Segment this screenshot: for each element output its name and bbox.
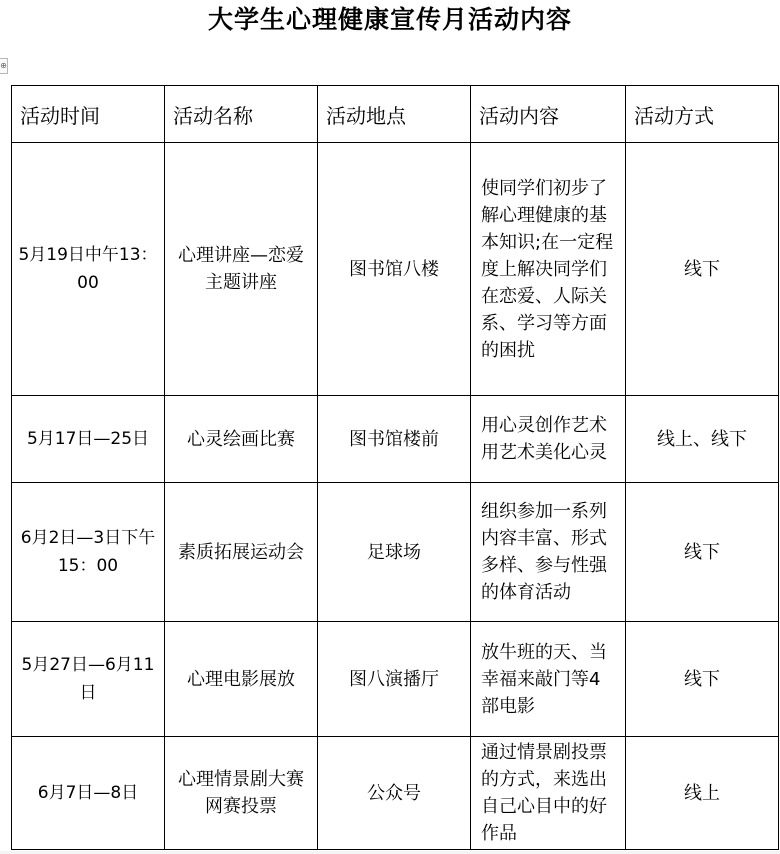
cell-place xyxy=(318,622,471,737)
cell-mode-text: 线下 xyxy=(684,668,720,690)
cell-mode xyxy=(626,396,779,483)
cell-mode-text: 线上、线下 xyxy=(657,428,747,450)
cell-content xyxy=(471,143,626,396)
table-row xyxy=(12,737,779,850)
cell-time-text: 6月7日—8日 xyxy=(37,783,139,803)
cell-name xyxy=(165,143,318,396)
cell-content xyxy=(471,622,626,737)
cell-content xyxy=(471,483,626,622)
cell-content xyxy=(471,737,626,850)
header-name: 活动名称 xyxy=(165,86,318,143)
cell-name-text: 心理讲座—恋爱主题讲座 xyxy=(178,245,304,293)
cell-mode xyxy=(626,143,779,396)
cell-name xyxy=(165,396,318,483)
cell-content-text: 用心灵创作艺术 用艺术美化心灵 xyxy=(481,415,607,463)
cell-name-text: 素质拓展运动会 xyxy=(178,541,304,563)
table-row xyxy=(12,143,779,396)
cell-content-text: 使同学们初步了解心理健康的基本知识;在一定程度上解决同学们在恋爱、人际关系、学习等方面的困扰 xyxy=(481,177,614,361)
cell-time-text: 5月27日—6月11日 xyxy=(21,655,155,703)
cell-place-text: 图书馆楼前 xyxy=(349,428,439,450)
cell-name-text: 心灵绘画比赛 xyxy=(187,428,295,450)
cell-time xyxy=(12,622,165,737)
cell-place xyxy=(318,483,471,622)
cell-place xyxy=(318,396,471,483)
cell-place-text: 图八演播厅 xyxy=(349,668,439,690)
cell-mode-text: 线下 xyxy=(684,258,720,280)
table-header-row xyxy=(12,86,779,143)
cell-place-text: 公众号 xyxy=(367,782,421,804)
cell-place-text: 足球场 xyxy=(367,541,421,563)
cell-time xyxy=(12,143,165,396)
cell-content-text: 通过情景剧投票的方式，来选出自己心目中的好作品 xyxy=(481,742,607,844)
cell-name xyxy=(165,483,318,622)
cell-mode-text: 线下 xyxy=(684,541,720,563)
cell-time xyxy=(12,483,165,622)
cell-content-text: 组织参加一系列内容丰富、形式多样、参与性强的体育活动 xyxy=(481,501,607,603)
header-content: 活动内容 xyxy=(471,86,626,143)
cell-name xyxy=(165,737,318,850)
table-move-handle-icon[interactable]: ⊕ xyxy=(0,58,8,74)
cell-name-text: 心理情景剧大赛网赛投票 xyxy=(178,769,304,817)
cell-time-text: 6月2日—3日下午15：00 xyxy=(20,528,156,576)
cell-content-text: 放牛班的天、当幸福来敲门等4部电影 xyxy=(481,641,607,717)
cell-mode-text: 线上 xyxy=(684,782,720,804)
activity-table xyxy=(11,85,779,850)
cell-mode xyxy=(626,622,779,737)
cell-time xyxy=(12,396,165,483)
header-place: 活动地点 xyxy=(318,86,471,143)
header-time: 活动时间 xyxy=(12,86,165,143)
header-mode: 活动方式 xyxy=(626,86,779,143)
table-row xyxy=(12,483,779,622)
cell-content xyxy=(471,396,626,483)
table-row xyxy=(12,622,779,737)
cell-place-text: 图书馆八楼 xyxy=(349,258,439,280)
cell-time-text: 5月19日中午13：00 xyxy=(18,245,158,293)
cell-mode xyxy=(626,483,779,622)
cell-place xyxy=(318,143,471,396)
document-title: 大学生心理健康宣传月活动内容 xyxy=(207,5,572,34)
cell-time xyxy=(12,737,165,850)
cell-place xyxy=(318,737,471,850)
cell-time-text: 5月17日—25日 xyxy=(26,429,150,449)
table-row xyxy=(12,396,779,483)
cell-name-text: 心理电影展放 xyxy=(187,668,295,690)
cell-mode xyxy=(626,737,779,850)
cell-name xyxy=(165,622,318,737)
